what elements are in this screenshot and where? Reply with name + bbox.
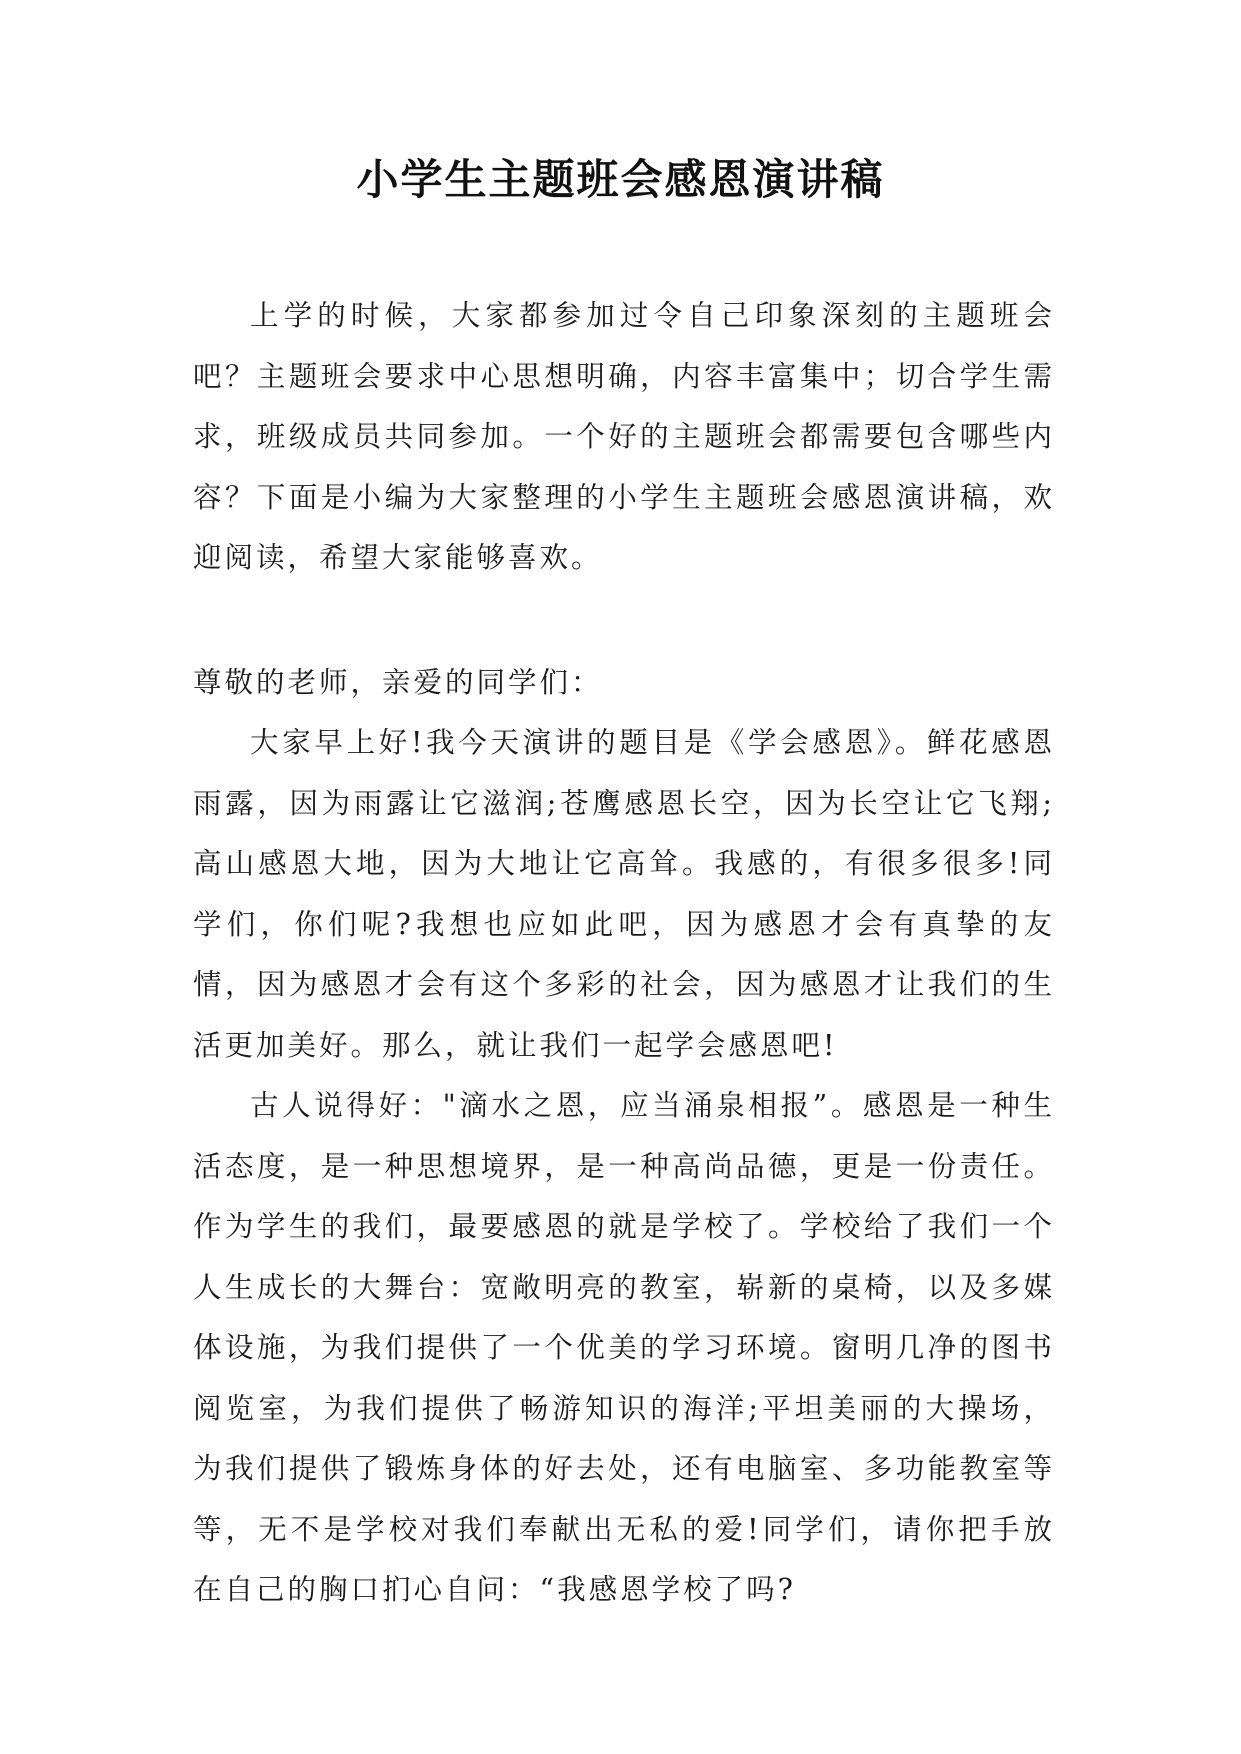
paragraph-spacer — [193, 589, 1055, 653]
speech-paragraph-2: 古人说得好："滴水之恩，应当涌泉相报”。感恩是一种生活态度，是一种思想境界，是一种高尚品德，更是一份责任。作为学生的我们，最要感恩的就是学校了。学校给了我们一个人生成长的大舞台：宽敞明亮的教室，崭新的桌椅，以及多媒体设施，为我们提供了一个优美的学习环境。窗明几净的图书阅览室，为我们提供了畅游知识的海洋;平坦美丽的大操场，为我们提供了锻炼身体的好去处，还有电脑室、多功能教室等等，无不是学校对我们奉献出无私的爱!同学们，请你把手放在自己的胸口扪心自问：“我感恩学校了吗? — [193, 1089, 1055, 1606]
intro-paragraph: 上学的时候，大家都参加过令自己印象深刻的主题班会吧？主题班会要求中心思想明确，内容丰富集中；切合学生需求，班级成员共同参加。一个好的主题班会都需要包含哪些内容？下面是小编为大家整理的小学生主题班会感恩演讲稿，欢迎阅读，希望大家能够喜欢。 — [193, 299, 1055, 574]
page-title: 小学生主题班会感恩演讲稿 — [356, 155, 885, 204]
salutation: 尊敬的老师，亲爱的同学们： — [193, 665, 603, 699]
document-body — [193, 286, 1055, 1621]
speech-paragraph-1: 大家早上好!我今天演讲的题目是《学会感恩》。鲜花感恩雨露，因为雨露让它滋润;苍鹰感恩长空，因为长空让它飞翔;高山感恩大地，因为大地让它高耸。我感的，有很多很多!同学们，你们呢?我想也应如此吧，因为感恩才会有真挚的友情，因为感恩才会有这个多彩的社会，因为感恩才让我们的生活更加美好。那么，就让我们一起学会感恩吧! — [193, 726, 1055, 1062]
